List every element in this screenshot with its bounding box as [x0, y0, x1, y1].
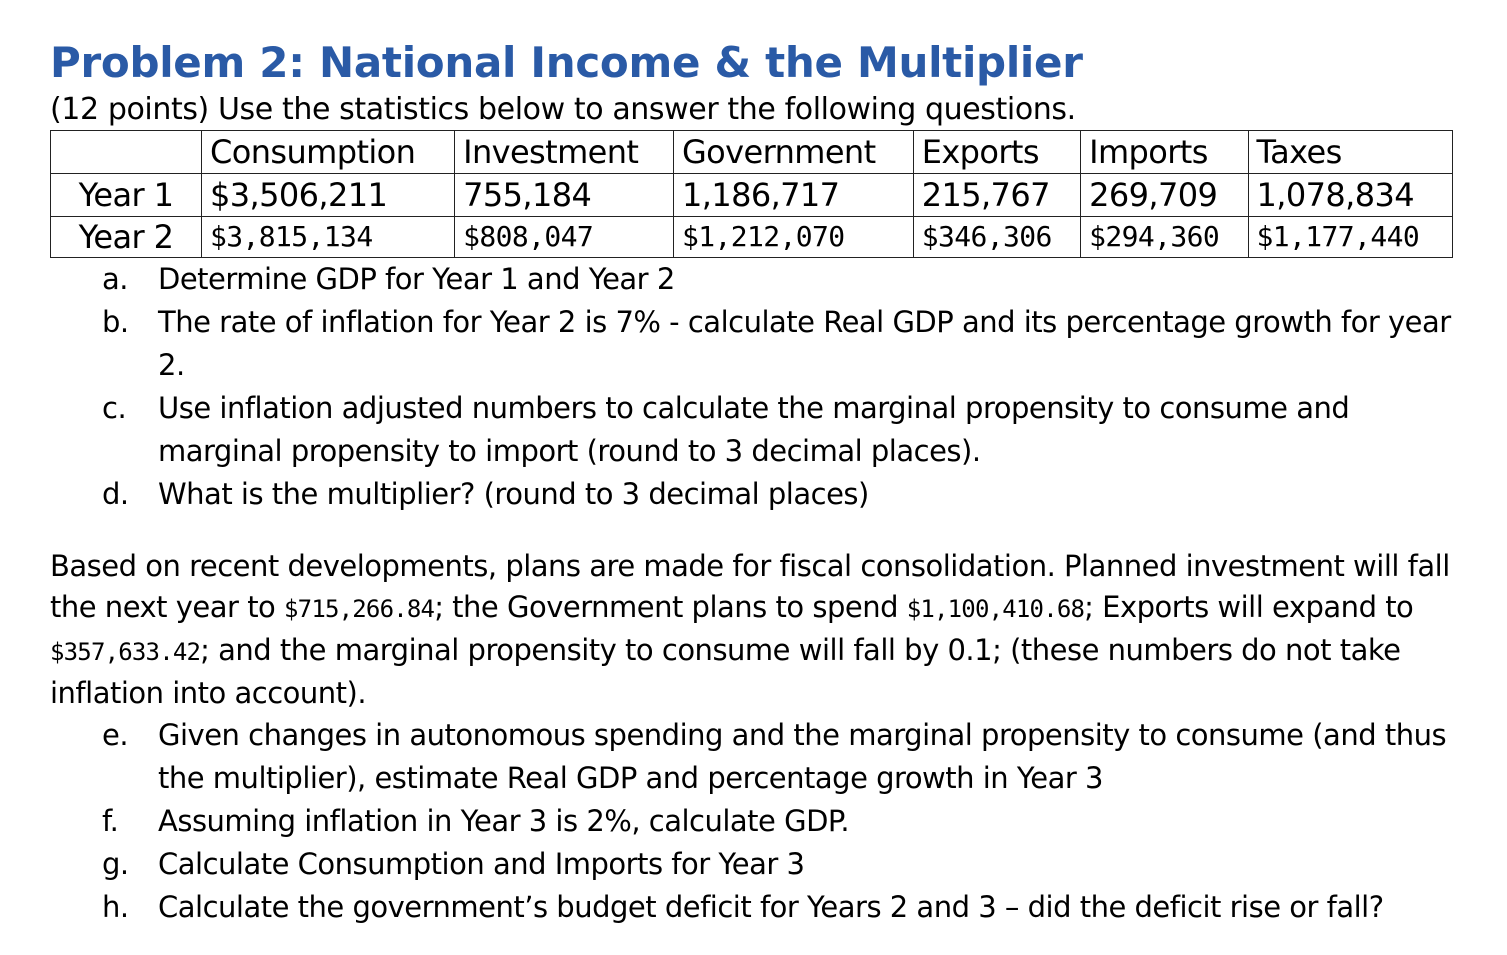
table-cell: 269,709 — [1081, 174, 1248, 217]
table-cell: $3,815,134 — [202, 217, 455, 258]
question-item — [50, 800, 1470, 843]
question-item — [50, 387, 1470, 473]
question-text: The rate of inflation for Year 2 is 7% - calculate Real GDP and its percentage growth for year 2. — [158, 305, 1451, 382]
question-text: Determine GDP for Year 1 and Year 2 — [158, 262, 675, 296]
question-item — [50, 714, 1470, 800]
question-item — [50, 843, 1470, 886]
statistics-table — [50, 130, 1453, 258]
table-cell: 1,186,717 — [673, 174, 913, 217]
table-cell: $3,506,211 — [202, 174, 455, 217]
row-label: Year 1 — [51, 174, 202, 217]
table-row — [51, 217, 1453, 258]
scenario-text: ; the Government plans to spend — [434, 590, 907, 624]
question-marker: c. — [102, 391, 127, 425]
question-text: Calculate the government’s budget deficit for Years 2 and 3 – did the deficit rise or fall? — [158, 890, 1384, 924]
question-marker: f. — [102, 804, 119, 838]
question-list-part1 — [50, 258, 1470, 516]
table-header-cell: Taxes — [1248, 131, 1452, 174]
table-cell: $294,360 — [1081, 217, 1248, 258]
table-cell: $1,177,440 — [1248, 217, 1452, 258]
scenario-text: ; and the marginal propensity to consume will fall by — [200, 633, 948, 667]
scenario-paragraph — [50, 546, 1470, 714]
question-item — [50, 258, 1470, 301]
table-header-cell: Exports — [913, 131, 1080, 174]
scenario-text: Based on recent developments, plans are made for fiscal consolidation. Planned investment will fall the next year to — [50, 549, 1450, 624]
question-marker: h. — [102, 890, 129, 924]
government-value: $1,100,410.68 — [906, 595, 1085, 623]
table-header-cell: Consumption — [202, 131, 455, 174]
table-cell: $346,306 — [913, 217, 1080, 258]
problem-page — [50, 36, 1470, 929]
table-header-cell — [51, 131, 202, 174]
table-cell: 215,767 — [913, 174, 1080, 217]
mpc-change-value: 0.1 — [947, 633, 993, 667]
question-marker: b. — [102, 305, 129, 339]
table-cell: $1,212,070 — [673, 217, 913, 258]
question-item — [50, 473, 1470, 516]
question-text: Use inflation adjusted numbers to calculate the marginal propensity to consume and marginal propensity to import (round to 3 decimal places). — [158, 391, 1350, 468]
question-item — [50, 301, 1470, 387]
question-marker: d. — [102, 477, 129, 511]
intro-text: (12 points) Use the statistics below to answer the following questions. — [50, 92, 1076, 127]
question-text: Calculate Consumption and Imports for Year 3 — [158, 847, 805, 881]
question-marker: e. — [102, 718, 129, 752]
question-list-part2 — [50, 714, 1470, 929]
table-header-cell: Government — [673, 131, 913, 174]
scenario-text: ; (these numbers do not take inflation into account). — [50, 633, 1401, 710]
table-header-cell: Investment — [455, 131, 674, 174]
investment-value: $715,266.84 — [284, 595, 435, 623]
row-label: Year 2 — [51, 217, 202, 258]
scenario-text: ; Exports will expand to — [1084, 590, 1414, 624]
table-cell: 755,184 — [455, 174, 674, 217]
question-text: Given changes in autonomous spending and the marginal propensity to consume (and thus the multiplier), estimate Real GDP and percentage growth in Year 3 — [158, 718, 1447, 795]
table-cell: $808,047 — [455, 217, 674, 258]
exports-value: $357,633.42 — [50, 638, 201, 666]
question-marker: g. — [102, 847, 129, 881]
question-item — [50, 886, 1470, 929]
page-title: Problem 2: National Income & the Multiplier — [50, 38, 1083, 87]
table-header-cell: Imports — [1081, 131, 1248, 174]
question-text: Assuming inflation in Year 3 is 2%, calculate GDP. — [158, 804, 850, 838]
question-text: What is the multiplier? (round to 3 decimal places) — [158, 477, 869, 511]
table-row — [51, 174, 1453, 217]
table-header-row — [51, 131, 1453, 174]
table-cell: 1,078,834 — [1248, 174, 1452, 217]
question-marker: a. — [102, 262, 128, 296]
